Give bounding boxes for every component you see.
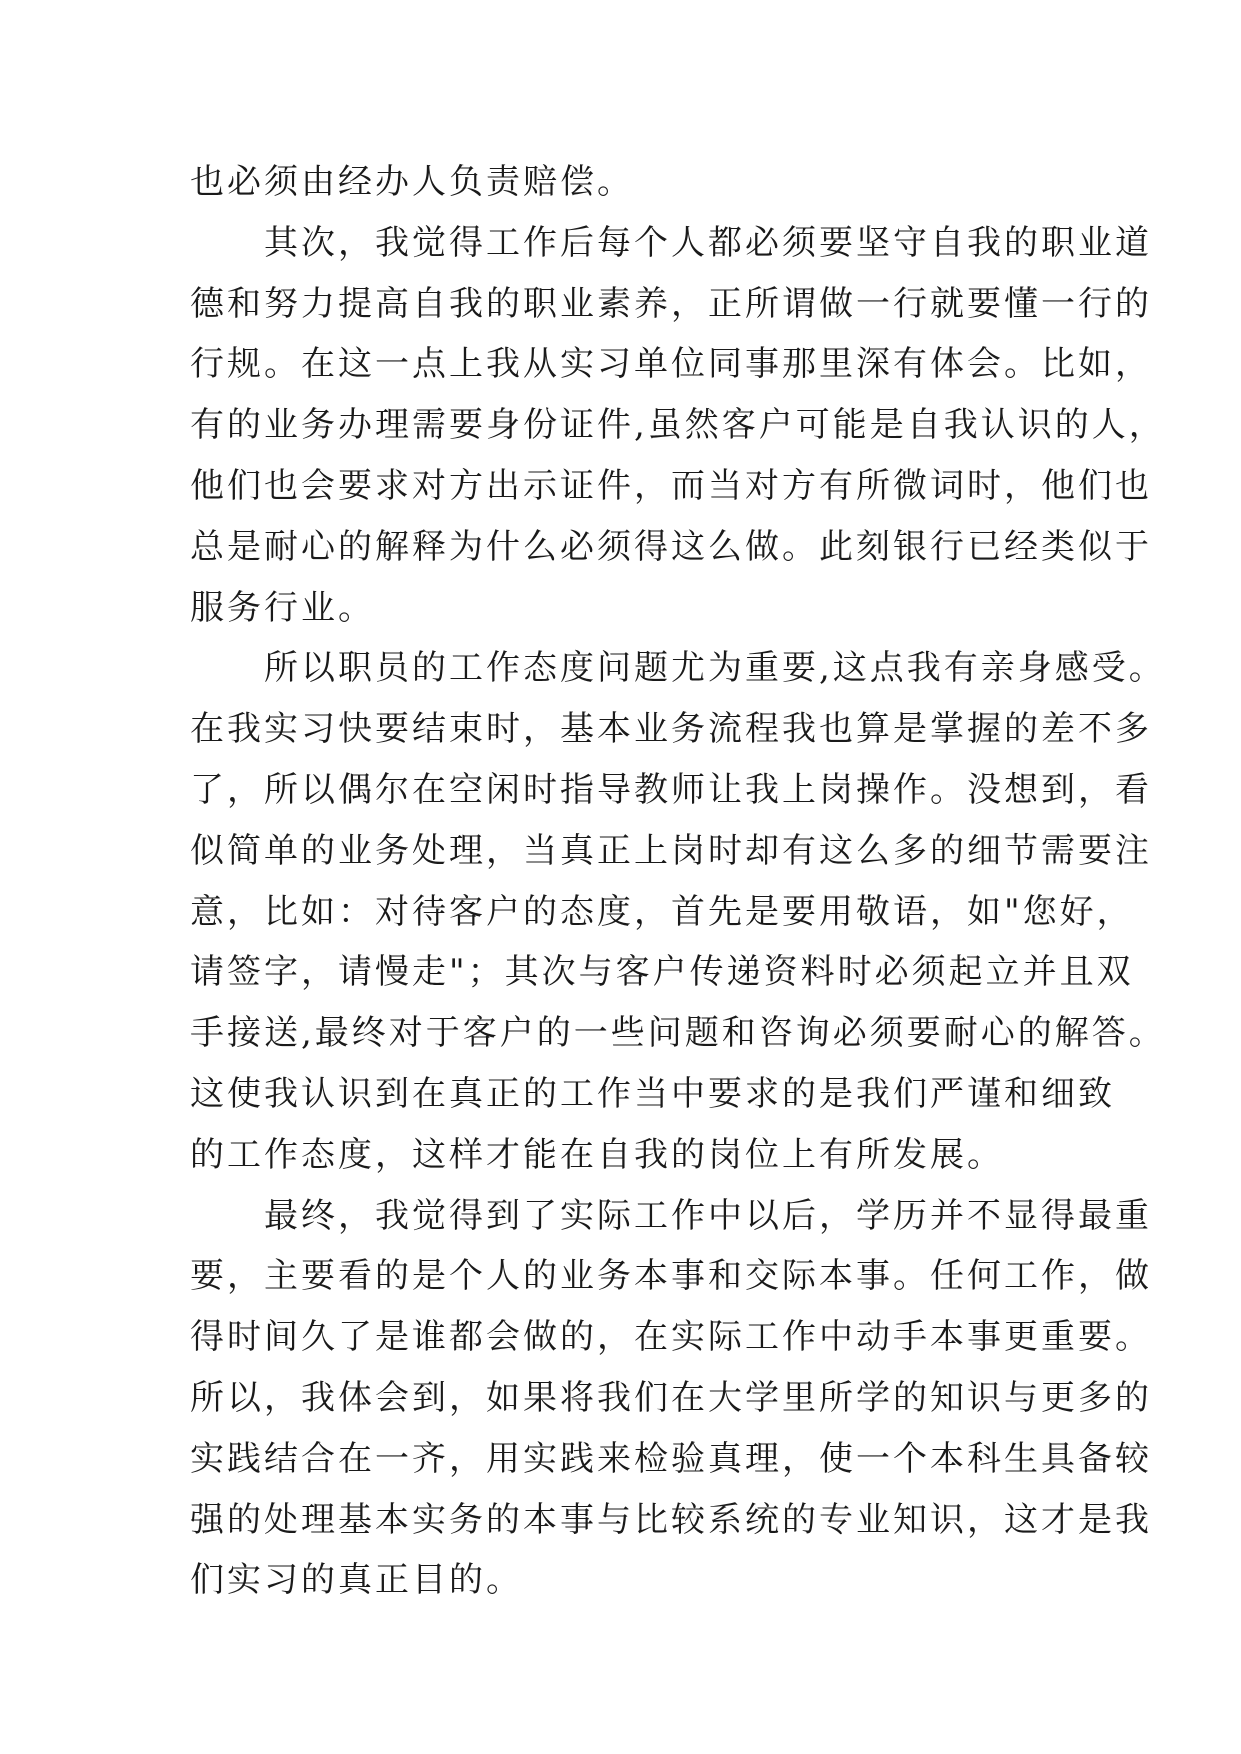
text-line: 有的业务办理需要身份证件,虽然客户可能是自我认识的人， bbox=[190, 405, 1166, 446]
text-line: 他们也会要求对方出示证件，而当对方有所微词时，他们也 bbox=[190, 465, 1152, 506]
text-line: 总是耐心的解释为什么必须得这么做。此刻银行已经类似于 bbox=[190, 526, 1152, 567]
text-line: 在我实习快要结束时，基本业务流程我也算是掌握的差不多 bbox=[190, 709, 1152, 750]
text-line: 手接送,最终对于客户的一些问题和咨询必须要耐心的解答。 bbox=[190, 1013, 1166, 1054]
text-line: 得时间久了是谁都会做的，在实际工作中动手本事更重要。 bbox=[190, 1317, 1152, 1358]
text-line: 似简单的业务处理，当真正上岗时却有这么多的细节需要注 bbox=[190, 830, 1152, 871]
text-line: 要，主要看的是个人的业务本事和交际本事。任何工作，做 bbox=[190, 1256, 1152, 1297]
text-line: 所以，我体会到，如果将我们在大学里所学的知识与更多的 bbox=[190, 1377, 1152, 1418]
text-line: 行规。在这一点上我从实习单位同事那里深有体会。比如， bbox=[190, 344, 1152, 385]
text-line: 了，所以偶尔在空闲时指导教师让我上岗操作。没想到，看 bbox=[190, 769, 1152, 810]
text-line: 们实习的真正目的。 bbox=[190, 1560, 523, 1601]
body-text bbox=[190, 152, 1166, 1611]
text-line: 的工作态度，这样才能在自我的岗位上有所发展。 bbox=[190, 1134, 1004, 1175]
text-line: 所以职员的工作态度问题尤为重要,这点我有亲身感受。 bbox=[190, 648, 1166, 689]
text-line: 也必须由经办人负责赔偿。 bbox=[190, 162, 634, 202]
text-line: 强的处理基本实务的本事与比较系统的专业知识，这才是我 bbox=[190, 1499, 1152, 1540]
text-line: 德和努力提高自我的职业素养，正所谓做一行就要懂一行的 bbox=[190, 283, 1152, 324]
text-line: 服务行业。 bbox=[190, 587, 375, 628]
text-line: 实践结合在一齐，用实践来检验真理，使一个本科生具备较 bbox=[190, 1438, 1152, 1479]
text-line: 请签字，请慢走"；其次与客户传递资料时必须起立并且双 bbox=[190, 952, 1134, 993]
text-line: 这使我认识到在真正的工作当中要求的是我们严谨和细致 bbox=[190, 1073, 1115, 1114]
text-line: 意，比如：对待客户的态度，首先是要用敬语，如"您好， bbox=[190, 891, 1134, 932]
text-line: 其次，我觉得工作后每个人都必须要坚守自我的职业道 bbox=[190, 222, 1152, 263]
text-line: 最终，我觉得到了实际工作中以后，学历并不显得最重 bbox=[190, 1195, 1152, 1236]
